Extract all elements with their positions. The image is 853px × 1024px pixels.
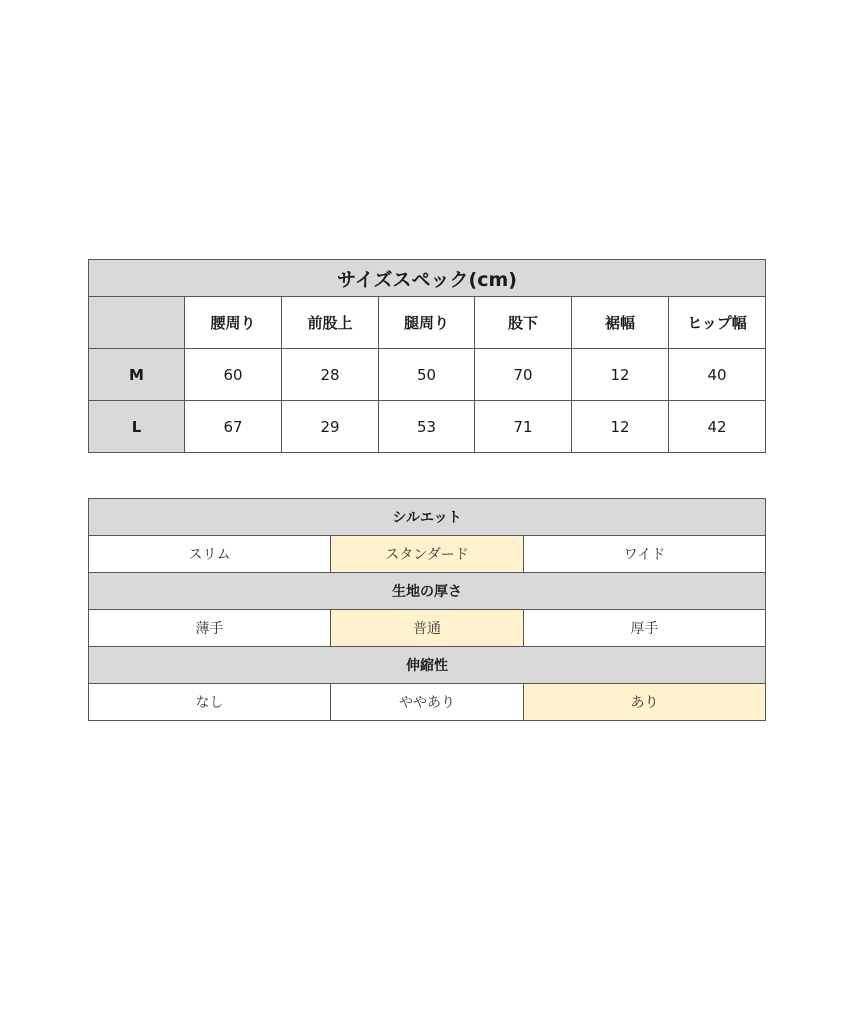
table-cell: 42 — [669, 401, 766, 453]
option-wide: ワイド — [524, 536, 766, 573]
fabric-thickness-header-row — [89, 573, 766, 610]
option-standard: スタンダード — [331, 536, 524, 573]
table-cell: 70 — [475, 349, 572, 401]
stretch-options-row — [89, 684, 766, 721]
size-spec-corner-cell — [89, 297, 185, 349]
size-spec-title: サイズスペック(cm) — [89, 260, 766, 297]
table-row — [89, 349, 766, 401]
column-header-waist: 腰周り — [185, 297, 282, 349]
table-cell: 29 — [282, 401, 379, 453]
column-header-thigh: 腿周り — [379, 297, 475, 349]
table-cell: 40 — [669, 349, 766, 401]
table-cell: 50 — [379, 349, 475, 401]
fabric-thickness-options-row — [89, 610, 766, 647]
silhouette-title: シルエット — [89, 499, 766, 536]
option-normal: 普通 — [331, 610, 524, 647]
table-cell: 12 — [572, 401, 669, 453]
column-header-hem-width: 裾幅 — [572, 297, 669, 349]
size-label-m: M — [89, 349, 185, 401]
option-none: なし — [89, 684, 331, 721]
table-cell: 71 — [475, 401, 572, 453]
size-spec-table — [88, 259, 766, 453]
size-spec-title-row — [89, 260, 766, 297]
table-row — [89, 401, 766, 453]
column-header-front-rise: 前股上 — [282, 297, 379, 349]
option-slight: ややあり — [331, 684, 524, 721]
table-cell: 12 — [572, 349, 669, 401]
option-thin: 薄手 — [89, 610, 331, 647]
stretch-title: 伸縮性 — [89, 647, 766, 684]
stretch-header-row — [89, 647, 766, 684]
column-header-hip-width: ヒップ幅 — [669, 297, 766, 349]
option-slim: スリム — [89, 536, 331, 573]
size-label-l: L — [89, 401, 185, 453]
silhouette-options-row — [89, 536, 766, 573]
option-thick: 厚手 — [524, 610, 766, 647]
fabric-thickness-title: 生地の厚さ — [89, 573, 766, 610]
silhouette-header-row — [89, 499, 766, 536]
size-spec-header-row — [89, 297, 766, 349]
table-cell: 28 — [282, 349, 379, 401]
table-cell: 53 — [379, 401, 475, 453]
table-cell: 67 — [185, 401, 282, 453]
option-yes: あり — [524, 684, 766, 721]
table-cell: 60 — [185, 349, 282, 401]
column-header-inseam: 股下 — [475, 297, 572, 349]
feature-table — [88, 498, 766, 721]
